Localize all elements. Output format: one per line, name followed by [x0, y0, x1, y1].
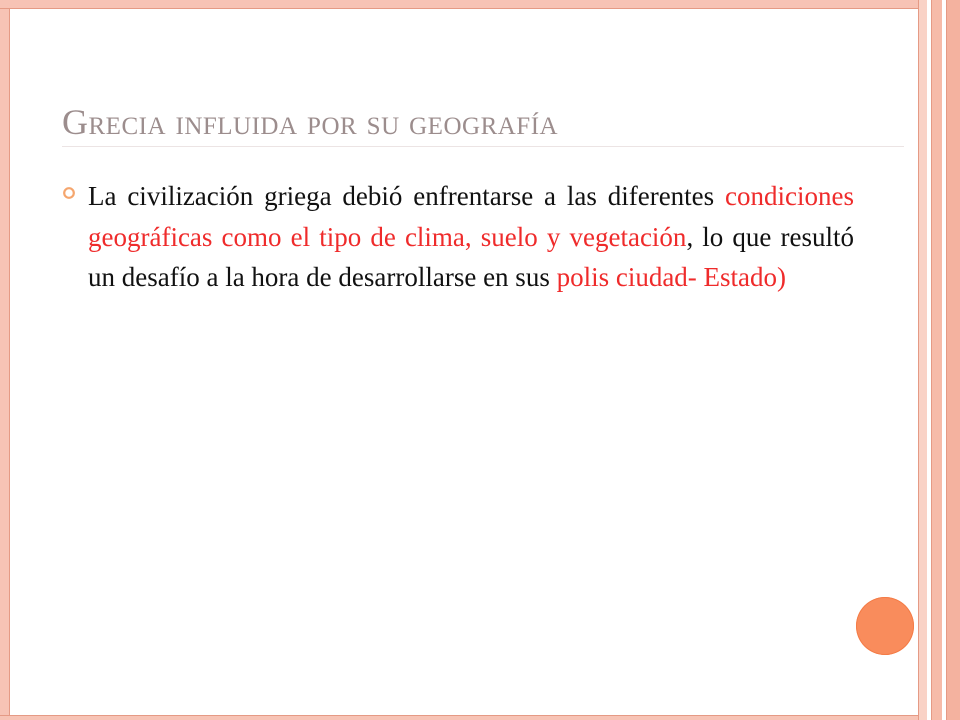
decorative-stripe [946, 0, 960, 720]
slide-title: Grecia influida por su geografía [62, 102, 559, 142]
bullet-text-segment: , lo que resultó un desafío a la hora de desarrollarse en sus [88, 221, 854, 292]
decorative-stripe [918, 0, 927, 720]
title-divider [62, 146, 904, 147]
hollow-circle-bullet-icon [62, 186, 76, 200]
bullet-text [88, 176, 854, 298]
slide-frame-bottom [0, 715, 960, 720]
bullet-text-segment: La civilización griega debió enfrentarse a las diferentes [88, 181, 726, 211]
highlighted-text-geographic-conditions: condiciones geográficas como el tipo de clima, suelo y vegetación [88, 181, 854, 252]
bullet-item [62, 176, 854, 298]
slide-frame-left [0, 0, 10, 720]
highlighted-text-polis: polis ciudad- Estado) [556, 262, 787, 292]
orange-circle-decoration [856, 597, 914, 655]
slide-frame-top [0, 0, 960, 9]
